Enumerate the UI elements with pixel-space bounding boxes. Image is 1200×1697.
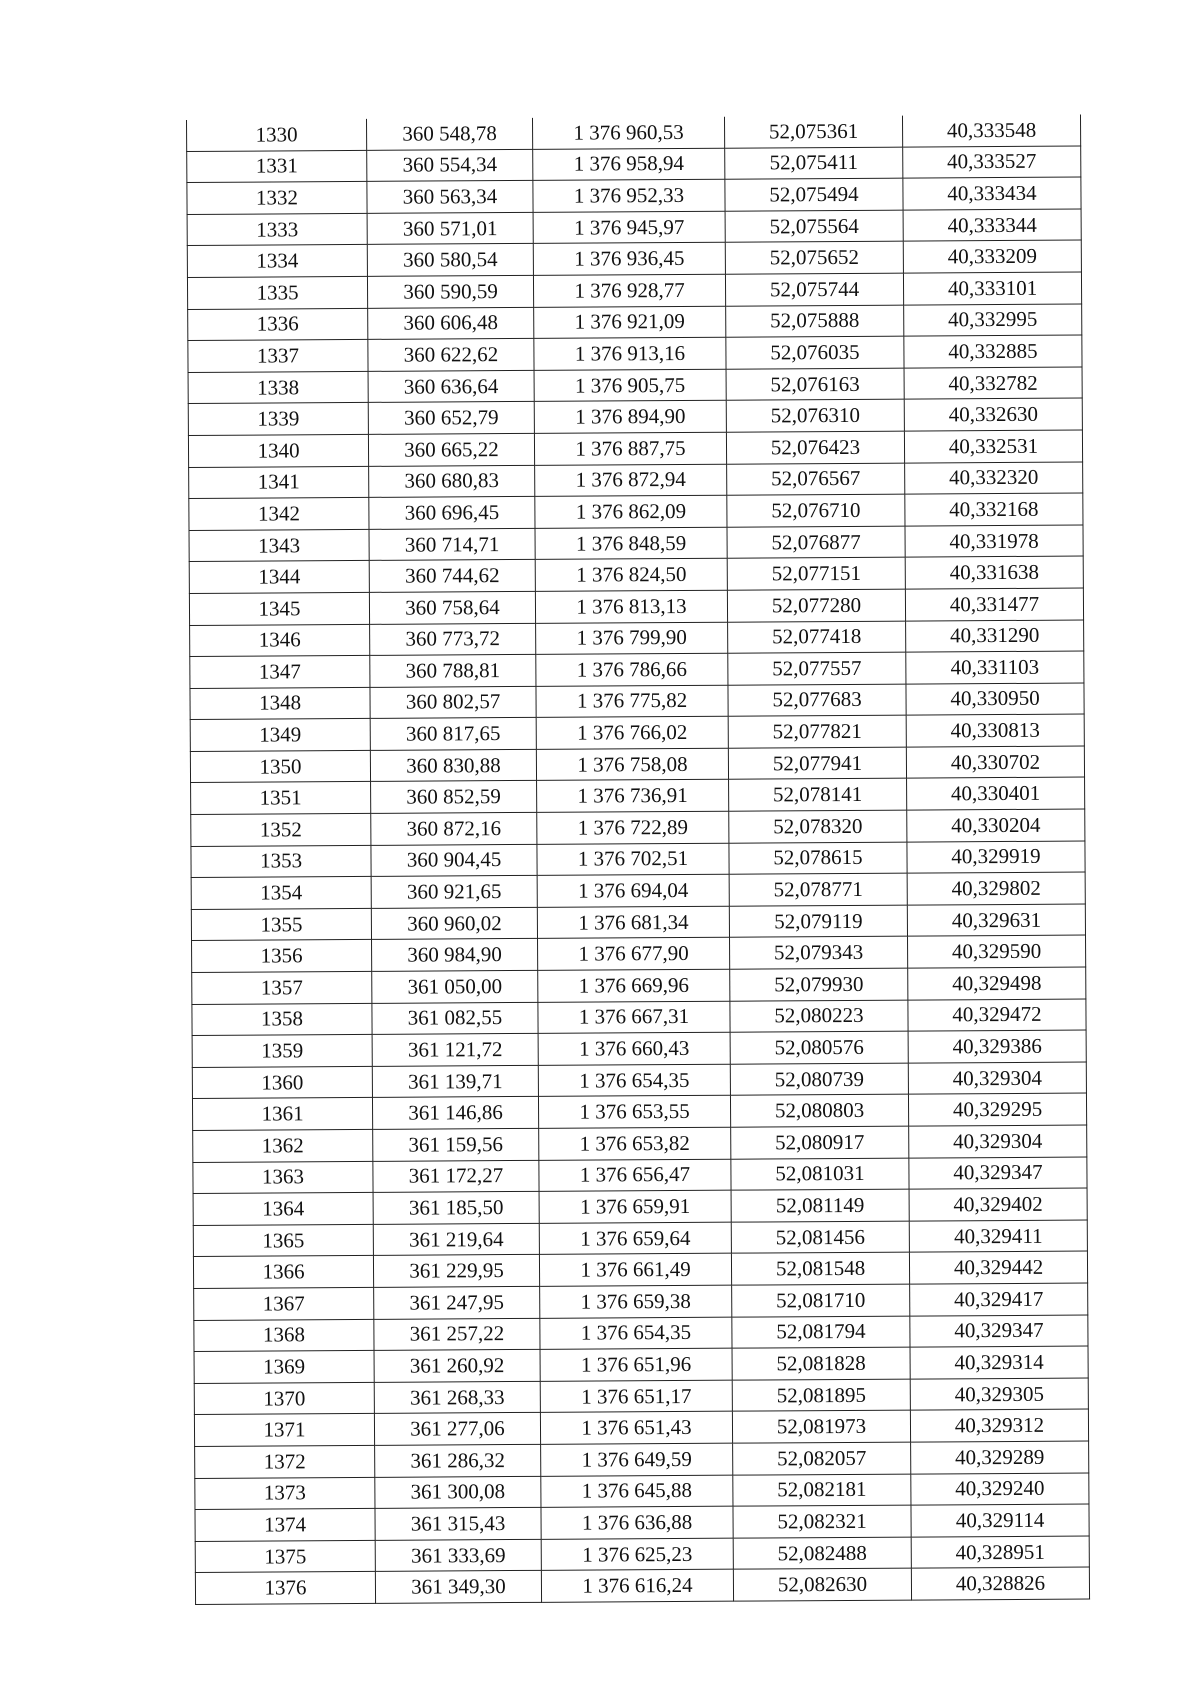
latitude-cell: 52,079343	[730, 937, 908, 970]
latitude-cell: 52,079930	[730, 968, 908, 1001]
longitude-cell: 40,329240	[911, 1473, 1089, 1506]
point-number-cell: 1367	[194, 1287, 374, 1320]
point-number-cell: 1354	[191, 877, 371, 910]
point-number-cell: 1340	[188, 434, 368, 467]
table-row	[195, 1567, 1089, 1604]
y-coordinate-cell: 1 376 958,94	[533, 148, 725, 181]
longitude-cell: 40,333209	[903, 240, 1081, 273]
x-coordinate-cell: 361 268,33	[374, 1381, 540, 1414]
y-coordinate-cell: 1 376 694,04	[537, 874, 729, 907]
point-number-cell: 1355	[191, 908, 371, 941]
longitude-cell: 40,329295	[908, 1093, 1086, 1126]
y-coordinate-cell: 1 376 894,90	[534, 401, 726, 434]
longitude-cell: 40,329314	[910, 1346, 1088, 1379]
latitude-cell: 52,076710	[727, 494, 905, 527]
x-coordinate-cell: 361 172,27	[373, 1160, 539, 1193]
longitude-cell: 40,333344	[903, 209, 1081, 242]
longitude-cell: 40,329114	[911, 1504, 1089, 1537]
x-coordinate-cell: 361 121,72	[372, 1034, 538, 1067]
y-coordinate-cell: 1 376 960,53	[532, 117, 724, 149]
latitude-cell: 52,081895	[732, 1379, 910, 1412]
point-number-cell: 1332	[187, 182, 367, 215]
y-coordinate-cell: 1 376 887,75	[534, 432, 726, 465]
point-number-cell: 1344	[189, 561, 369, 594]
latitude-cell: 52,078771	[729, 873, 907, 906]
latitude-cell: 52,077418	[728, 621, 906, 654]
latitude-cell: 52,075888	[726, 305, 904, 338]
y-coordinate-cell: 1 376 649,59	[541, 1443, 733, 1476]
point-number-cell: 1337	[188, 340, 368, 373]
y-coordinate-cell: 1 376 659,64	[539, 1222, 731, 1255]
latitude-cell: 52,075652	[725, 241, 903, 274]
y-coordinate-cell: 1 376 786,66	[536, 653, 728, 686]
y-coordinate-cell: 1 376 872,94	[535, 464, 727, 497]
x-coordinate-cell: 361 159,56	[373, 1128, 539, 1161]
latitude-cell: 52,080803	[730, 1095, 908, 1128]
point-number-cell: 1338	[188, 371, 368, 404]
y-coordinate-cell: 1 376 775,82	[536, 685, 728, 718]
y-coordinate-cell: 1 376 654,35	[540, 1317, 732, 1350]
point-number-cell: 1348	[190, 687, 370, 720]
longitude-cell: 40,331978	[905, 525, 1083, 558]
point-number-cell: 1352	[191, 813, 371, 846]
longitude-cell: 40,332995	[904, 304, 1082, 337]
point-number-cell: 1360	[192, 1066, 372, 1099]
x-coordinate-cell: 360 580,54	[367, 244, 533, 277]
x-coordinate-cell: 361 185,50	[373, 1192, 539, 1225]
x-coordinate-cell: 361 082,55	[372, 1002, 538, 1035]
y-coordinate-cell: 1 376 766,02	[536, 716, 728, 749]
x-coordinate-cell: 360 921,65	[371, 876, 537, 909]
x-coordinate-cell: 360 984,90	[372, 939, 538, 972]
longitude-cell: 40,330204	[907, 809, 1085, 842]
longitude-cell: 40,330702	[906, 746, 1084, 779]
longitude-cell: 40,329472	[908, 999, 1086, 1032]
longitude-cell: 40,333434	[903, 177, 1081, 210]
y-coordinate-cell: 1 376 928,77	[533, 274, 725, 307]
point-number-cell: 1365	[193, 1224, 373, 1257]
x-coordinate-cell: 361 333,69	[375, 1539, 541, 1572]
latitude-cell: 52,081548	[731, 1252, 909, 1285]
longitude-cell: 40,329442	[909, 1251, 1087, 1284]
point-number-cell: 1341	[189, 466, 369, 499]
y-coordinate-cell: 1 376 799,90	[536, 622, 728, 655]
latitude-cell: 52,080223	[730, 1000, 908, 1033]
y-coordinate-cell: 1 376 636,88	[541, 1506, 733, 1539]
y-coordinate-cell: 1 376 654,35	[538, 1064, 730, 1097]
y-coordinate-cell: 1 376 677,90	[538, 938, 730, 971]
longitude-cell: 40,330401	[907, 777, 1085, 810]
y-coordinate-cell: 1 376 653,55	[538, 1096, 730, 1129]
point-number-cell: 1353	[191, 845, 371, 878]
latitude-cell: 52,078615	[729, 842, 907, 875]
longitude-cell: 40,329402	[909, 1188, 1087, 1221]
x-coordinate-cell: 360 652,79	[368, 402, 534, 435]
longitude-cell: 40,329498	[908, 967, 1086, 1000]
longitude-cell: 40,328951	[911, 1536, 1089, 1569]
x-coordinate-cell: 360 788,81	[370, 654, 536, 687]
y-coordinate-cell: 1 376 848,59	[535, 527, 727, 560]
longitude-cell: 40,331103	[906, 651, 1084, 684]
point-number-cell: 1345	[189, 592, 369, 625]
latitude-cell: 52,081828	[732, 1347, 910, 1380]
latitude-cell: 52,082181	[733, 1474, 911, 1507]
x-coordinate-cell: 360 680,83	[369, 465, 535, 498]
x-coordinate-cell: 360 563,34	[367, 181, 533, 214]
point-number-cell: 1376	[195, 1572, 375, 1605]
y-coordinate-cell: 1 376 952,33	[533, 179, 725, 212]
x-coordinate-cell: 361 146,86	[372, 1097, 538, 1130]
longitude-cell: 40,329802	[907, 872, 1085, 905]
x-coordinate-cell: 361 315,43	[375, 1507, 541, 1540]
point-number-cell: 1358	[192, 1003, 372, 1036]
x-coordinate-cell: 360 696,45	[369, 497, 535, 530]
latitude-cell: 52,078141	[729, 779, 907, 812]
y-coordinate-cell: 1 376 645,88	[541, 1475, 733, 1508]
latitude-cell: 52,076310	[726, 399, 904, 432]
latitude-cell: 52,081794	[732, 1316, 910, 1349]
x-coordinate-cell: 360 571,01	[367, 212, 533, 245]
point-number-cell: 1333	[187, 213, 367, 246]
latitude-cell: 52,081456	[731, 1221, 909, 1254]
x-coordinate-cell: 361 300,08	[375, 1476, 541, 1509]
x-coordinate-cell: 361 139,71	[372, 1065, 538, 1098]
point-number-cell: 1346	[190, 624, 370, 657]
longitude-cell: 40,333548	[902, 115, 1080, 147]
latitude-cell: 52,076035	[726, 336, 904, 369]
coordinates-table-body	[186, 115, 1089, 1605]
latitude-cell: 52,080576	[730, 1031, 908, 1064]
y-coordinate-cell: 1 376 667,31	[538, 1001, 730, 1034]
point-number-cell: 1357	[192, 971, 372, 1004]
latitude-cell: 52,081031	[731, 1158, 909, 1191]
longitude-cell: 40,328826	[911, 1567, 1089, 1600]
point-number-cell: 1371	[194, 1414, 374, 1447]
latitude-cell: 52,076877	[727, 526, 905, 559]
y-coordinate-cell: 1 376 758,08	[536, 748, 728, 781]
x-coordinate-cell: 361 286,32	[375, 1444, 541, 1477]
point-number-cell: 1347	[190, 655, 370, 688]
x-coordinate-cell: 360 830,88	[370, 749, 536, 782]
y-coordinate-cell: 1 376 659,91	[539, 1190, 731, 1223]
point-number-cell: 1361	[192, 1098, 372, 1131]
latitude-cell: 52,082630	[733, 1568, 911, 1601]
longitude-cell: 40,331638	[905, 556, 1083, 589]
point-number-cell: 1363	[193, 1161, 373, 1194]
longitude-cell: 40,329386	[908, 1030, 1086, 1063]
point-number-cell: 1331	[187, 150, 367, 183]
latitude-cell: 52,077683	[728, 684, 906, 717]
y-coordinate-cell: 1 376 722,89	[537, 811, 729, 844]
longitude-cell: 40,329305	[910, 1378, 1088, 1411]
y-coordinate-cell: 1 376 702,51	[537, 843, 729, 876]
latitude-cell: 52,080917	[731, 1126, 909, 1159]
x-coordinate-cell: 360 636,64	[368, 370, 534, 403]
point-number-cell: 1351	[191, 782, 371, 815]
latitude-cell: 52,076423	[726, 431, 904, 464]
x-coordinate-cell: 360 872,16	[371, 812, 537, 845]
x-coordinate-cell: 361 277,06	[374, 1413, 540, 1446]
longitude-cell: 40,330813	[906, 714, 1084, 747]
y-coordinate-cell: 1 376 659,38	[540, 1285, 732, 1318]
longitude-cell: 40,329304	[909, 1125, 1087, 1158]
y-coordinate-cell: 1 376 736,91	[537, 780, 729, 813]
x-coordinate-cell: 361 219,64	[373, 1223, 539, 1256]
y-coordinate-cell: 1 376 653,82	[539, 1127, 731, 1160]
latitude-cell: 52,082488	[733, 1537, 911, 1570]
point-number-cell: 1359	[192, 1035, 372, 1068]
point-number-cell: 1366	[193, 1256, 373, 1289]
latitude-cell: 52,077151	[727, 557, 905, 590]
y-coordinate-cell: 1 376 651,17	[540, 1380, 732, 1413]
longitude-cell: 40,329919	[907, 841, 1085, 874]
latitude-cell: 52,075361	[724, 116, 902, 148]
latitude-cell: 52,082321	[733, 1505, 911, 1538]
latitude-cell: 52,076163	[726, 368, 904, 401]
x-coordinate-cell: 361 349,30	[375, 1571, 541, 1604]
longitude-cell: 40,332885	[904, 335, 1082, 368]
point-number-cell: 1374	[195, 1508, 375, 1541]
x-coordinate-cell: 360 904,45	[371, 844, 537, 877]
longitude-cell: 40,329411	[909, 1220, 1087, 1253]
y-coordinate-cell: 1 376 660,43	[538, 1032, 730, 1065]
latitude-cell: 52,081973	[732, 1410, 910, 1443]
longitude-cell: 40,331290	[906, 620, 1084, 653]
y-coordinate-cell: 1 376 813,13	[535, 590, 727, 623]
x-coordinate-cell: 360 960,02	[371, 907, 537, 940]
point-number-cell: 1349	[190, 719, 370, 752]
y-coordinate-cell: 1 376 616,24	[541, 1569, 733, 1602]
x-coordinate-cell: 360 665,22	[368, 433, 534, 466]
longitude-cell: 40,329312	[910, 1409, 1088, 1442]
y-coordinate-cell: 1 376 656,47	[539, 1159, 731, 1192]
point-number-cell: 1330	[186, 119, 366, 151]
x-coordinate-cell: 360 758,64	[369, 591, 535, 624]
latitude-cell: 52,082057	[733, 1442, 911, 1475]
point-number-cell: 1369	[194, 1351, 374, 1384]
latitude-cell: 52,081149	[731, 1189, 909, 1222]
point-number-cell: 1368	[194, 1319, 374, 1352]
point-number-cell: 1339	[188, 403, 368, 436]
point-number-cell: 1342	[189, 498, 369, 531]
x-coordinate-cell: 361 050,00	[372, 970, 538, 1003]
y-coordinate-cell: 1 376 913,16	[534, 337, 726, 370]
longitude-cell: 40,329417	[910, 1283, 1088, 1316]
x-coordinate-cell: 361 229,95	[373, 1255, 539, 1288]
x-coordinate-cell: 360 852,59	[371, 781, 537, 814]
point-number-cell: 1362	[193, 1129, 373, 1162]
point-number-cell: 1364	[193, 1193, 373, 1226]
longitude-cell: 40,333527	[903, 146, 1081, 179]
longitude-cell: 40,329590	[908, 935, 1086, 968]
x-coordinate-cell: 360 554,34	[367, 149, 533, 182]
point-number-cell: 1343	[189, 529, 369, 562]
x-coordinate-cell: 361 257,22	[374, 1318, 540, 1351]
y-coordinate-cell: 1 376 625,23	[541, 1538, 733, 1571]
x-coordinate-cell: 360 744,62	[369, 560, 535, 593]
latitude-cell: 52,076567	[727, 463, 905, 496]
latitude-cell: 52,080739	[730, 1063, 908, 1096]
latitude-cell: 52,075744	[725, 273, 903, 306]
longitude-cell: 40,331477	[905, 588, 1083, 621]
latitude-cell: 52,077557	[728, 652, 906, 685]
longitude-cell: 40,329289	[911, 1441, 1089, 1474]
x-coordinate-cell: 360 714,71	[369, 528, 535, 561]
y-coordinate-cell: 1 376 661,49	[539, 1254, 731, 1287]
point-number-cell: 1370	[194, 1382, 374, 1415]
longitude-cell: 40,329304	[908, 1062, 1086, 1095]
latitude-cell: 52,077941	[728, 747, 906, 780]
latitude-cell: 52,079119	[729, 905, 907, 938]
latitude-cell: 52,081710	[732, 1284, 910, 1317]
point-number-cell: 1373	[195, 1477, 375, 1510]
latitude-cell: 52,075411	[725, 147, 903, 180]
x-coordinate-cell: 360 817,65	[370, 718, 536, 751]
point-number-cell: 1372	[195, 1445, 375, 1478]
point-number-cell: 1334	[187, 245, 367, 278]
x-coordinate-cell: 360 622,62	[368, 339, 534, 372]
x-coordinate-cell: 360 590,59	[367, 275, 533, 308]
latitude-cell: 52,078320	[729, 810, 907, 843]
latitude-cell: 52,077821	[728, 715, 906, 748]
longitude-cell: 40,332531	[904, 430, 1082, 463]
longitude-cell: 40,332320	[905, 462, 1083, 495]
x-coordinate-cell: 360 548,78	[366, 118, 532, 150]
longitude-cell: 40,329347	[909, 1157, 1087, 1190]
longitude-cell: 40,333101	[903, 272, 1081, 305]
longitude-cell: 40,332168	[905, 493, 1083, 526]
longitude-cell: 40,332782	[904, 367, 1082, 400]
y-coordinate-cell: 1 376 824,50	[535, 559, 727, 592]
x-coordinate-cell: 360 606,48	[368, 307, 534, 340]
x-coordinate-cell: 361 247,95	[374, 1286, 540, 1319]
coordinates-table	[186, 115, 1090, 1605]
longitude-cell: 40,330950	[906, 683, 1084, 716]
y-coordinate-cell: 1 376 651,43	[540, 1412, 732, 1445]
x-coordinate-cell: 361 260,92	[374, 1350, 540, 1383]
longitude-cell: 40,329347	[910, 1315, 1088, 1348]
y-coordinate-cell: 1 376 905,75	[534, 369, 726, 402]
y-coordinate-cell: 1 376 669,96	[538, 969, 730, 1002]
y-coordinate-cell: 1 376 921,09	[534, 306, 726, 339]
point-number-cell: 1336	[188, 308, 368, 341]
latitude-cell: 52,077280	[727, 589, 905, 622]
y-coordinate-cell: 1 376 681,34	[537, 906, 729, 939]
longitude-cell: 40,332630	[904, 398, 1082, 431]
x-coordinate-cell: 360 773,72	[370, 623, 536, 656]
y-coordinate-cell: 1 376 945,97	[533, 211, 725, 244]
y-coordinate-cell: 1 376 862,09	[535, 495, 727, 528]
point-number-cell: 1335	[187, 276, 367, 309]
x-coordinate-cell: 360 802,57	[370, 686, 536, 719]
point-number-cell: 1356	[192, 940, 372, 973]
latitude-cell: 52,075494	[725, 178, 903, 211]
latitude-cell: 52,075564	[725, 210, 903, 243]
point-number-cell: 1350	[190, 750, 370, 783]
longitude-cell: 40,329631	[907, 904, 1085, 937]
point-number-cell: 1375	[195, 1540, 375, 1573]
y-coordinate-cell: 1 376 936,45	[533, 243, 725, 276]
y-coordinate-cell: 1 376 651,96	[540, 1348, 732, 1381]
